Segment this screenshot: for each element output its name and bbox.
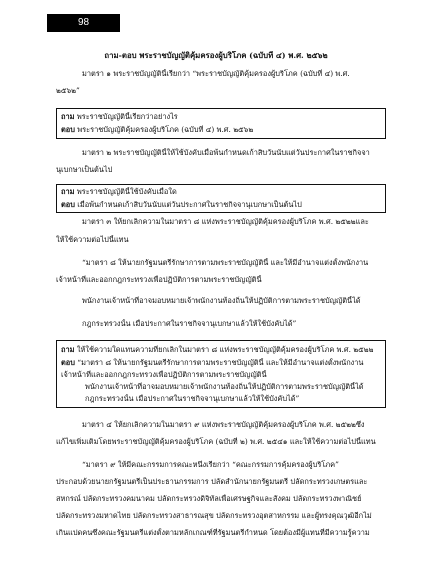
section-2-line-1: มาตรา ๒ พระราชบัญญัตินี้ให้ใช้บังคับเมื่อพ้นกำหนดเก้าสิบวันนับแต่วันประกาศในราชกิจจา — [82, 148, 370, 157]
qa-3-answer-line-3: พนักงานเจ้าหน้าที่อาจมอบหมายเจ้าพนักงานท้องถิ่นให้ปฏิบัติการตามพระราชบัญญัตินี้ได้ — [85, 382, 364, 391]
section-4-line-5: สหกรณ์ ปลัดกระทรวงคมนาคม ปลัดกระทรวงดิจิทัลเพื่อเศรษฐกิจและสังคม ปลัดกระทรวงพาณิชย์ — [56, 494, 362, 503]
section-3-line-3: “มาตรา ๘ ให้นายกรัฐมนตรีรักษาการตามพระราชบัญญัตินี้ และให้มีอำนาจแต่งตั้งพนักงาน — [82, 258, 369, 267]
qa-box-2 — [56, 184, 386, 213]
question-text: ให้ใช้ความใดแทนความที่ยกเลิกในมาตรา ๘ แห่งพระราชบัญญัติคุ้มครองผู้บริโภค พ.ศ. ๒๕๒๒ — [76, 345, 374, 354]
section-4-line-2: แก้ไขเพิ่มเติมโดยพระราชบัญญัติคุ้มครองผู้บริโภค (ฉบับที่ ๒) พ.ศ. ๒๕๔๑ และให้ใช้ความต่อไปนี้แทน — [56, 437, 376, 446]
qa-3-answer-line-2: เจ้าหน้าที่และออกกฎกระทรวงเพื่อปฏิบัติการตามพระราชบัญญัตินี้ — [61, 370, 267, 379]
section-3-line-1: มาตรา ๓ ให้ยกเลิกความในมาตรา ๘ แห่งพระราชบัญญัติคุ้มครองผู้บริโภค พ.ศ. ๒๕๒๒และ — [82, 217, 369, 226]
section-3-line-2: ให้ใช้ความต่อไปนี้แทน — [56, 235, 129, 244]
answer-text: เมื่อพ้นกำหนดเก้าสิบวันนับแต่วันประกาศในราชกิจจานุเบกษาเป็นต้นไป — [77, 200, 302, 209]
answer-label: ตอบ — [61, 200, 75, 209]
section-4-line-4: ประกอบด้วยนายกรัฐมนตรีเป็นประธานกรรมการ ปลัดสำนักนายกรัฐมนตรี ปลัดกระทรวงเกษตรและ — [56, 477, 368, 486]
qa-box-1 — [56, 108, 386, 139]
qa-1-answer — [61, 125, 253, 135]
question-label: ถาม — [61, 187, 75, 196]
page-number-badge: 98 — [47, 14, 120, 32]
section-2-line-2: นุเบกษาเป็นต้นไป — [56, 165, 113, 174]
question-label: ถาม — [61, 112, 75, 121]
section-4-line-7: เกินแปดคนซึ่งคณะรัฐมนตรีแต่งตั้งตามหลักเกณฑ์ที่รัฐมนตรีกำหนด โดยต้องมีผู้แทนที่มีความรู้ความ — [56, 528, 370, 537]
question-label: ถาม — [61, 345, 75, 354]
answer-label: ตอบ — [61, 125, 75, 134]
question-text: พระราชบัญญัตินี้เรียกว่าอย่างไร — [76, 112, 178, 121]
qa-2-question — [61, 187, 177, 197]
qa-3-question — [61, 345, 374, 355]
section-4-line-1: มาตรา ๔ ให้ยกเลิกความในมาตรา ๙ แห่งพระราชบัญญัติคุ้มครองผู้บริโภค พ.ศ. ๒๕๒๒ซึ่ง — [82, 420, 365, 429]
section-1-line-2: ๒๕๖๒” — [56, 86, 80, 95]
qa-3-answer-line-4: กฎกระทรวงนั้น เมื่อประกาศในราชกิจจานุเบกษาแล้วให้ใช้บังคับได้” — [85, 394, 300, 403]
section-4-line-3: “มาตรา ๙ ให้มีคณะกรรมการคณะหนึ่งเรียกว่า “คณะกรรมการคุ้มครองผู้บริโภค” — [82, 460, 339, 469]
section-3-line-6: กฎกระทรวงนั้น เมื่อประกาศในราชกิจจานุเบกษาแล้วให้ใช้บังคับได้” — [82, 319, 297, 328]
answer-label: ตอบ — [61, 358, 75, 367]
document-title: ถาม-ตอบ พระราชบัญญัติคุ้มครองผู้บริโภค (ฉบับที่ ๔) พ.ศ. ๒๕๖๒ — [104, 51, 328, 60]
section-3-line-4: เจ้าหน้าที่และออกกฎกระทรวงเพื่อปฏิบัติการตามพระราชบัญญัตินี้ — [56, 275, 262, 284]
section-1-line-1: มาตรา ๑ พระราชบัญญัตินี้เรียกว่า “พระราชบัญญัติคุ้มครองผู้บริโภค (ฉบับที่ ๔) พ.ศ. — [82, 69, 350, 78]
question-text: พระราชบัญญัตินี้ใช้บังคับเมื่อใด — [76, 187, 177, 196]
section-4-line-6: ปลัดกระทรวงมหาดไทย ปลัดกระทรวงสาธารณสุข ปลัดกระทรวงอุตสาหกรรม และผู้ทรงคุณวุฒิอีกไม่ — [56, 511, 372, 520]
qa-3-answer — [61, 358, 364, 368]
section-3-line-5: พนักงานเจ้าหน้าที่อาจมอบหมายเจ้าพนักงานท้องถิ่นให้ปฏิบัติการตามพระราชบัญญัตินี้ได้ — [82, 296, 361, 305]
answer-text: “มาตรา ๘ ให้นายกรัฐมนตรีรักษาการตามพระราชบัญญัตินี้ และให้มีอำนาจแต่งตั้งพนักงาน — [77, 358, 364, 367]
answer-text: พระราชบัญญัติคุ้มครองผู้บริโภค (ฉบับที่ ๔) พ.ศ. ๒๕๖๒ — [77, 125, 254, 134]
qa-1-question — [61, 112, 178, 122]
qa-box-3 — [56, 340, 386, 408]
qa-2-answer — [61, 200, 302, 210]
